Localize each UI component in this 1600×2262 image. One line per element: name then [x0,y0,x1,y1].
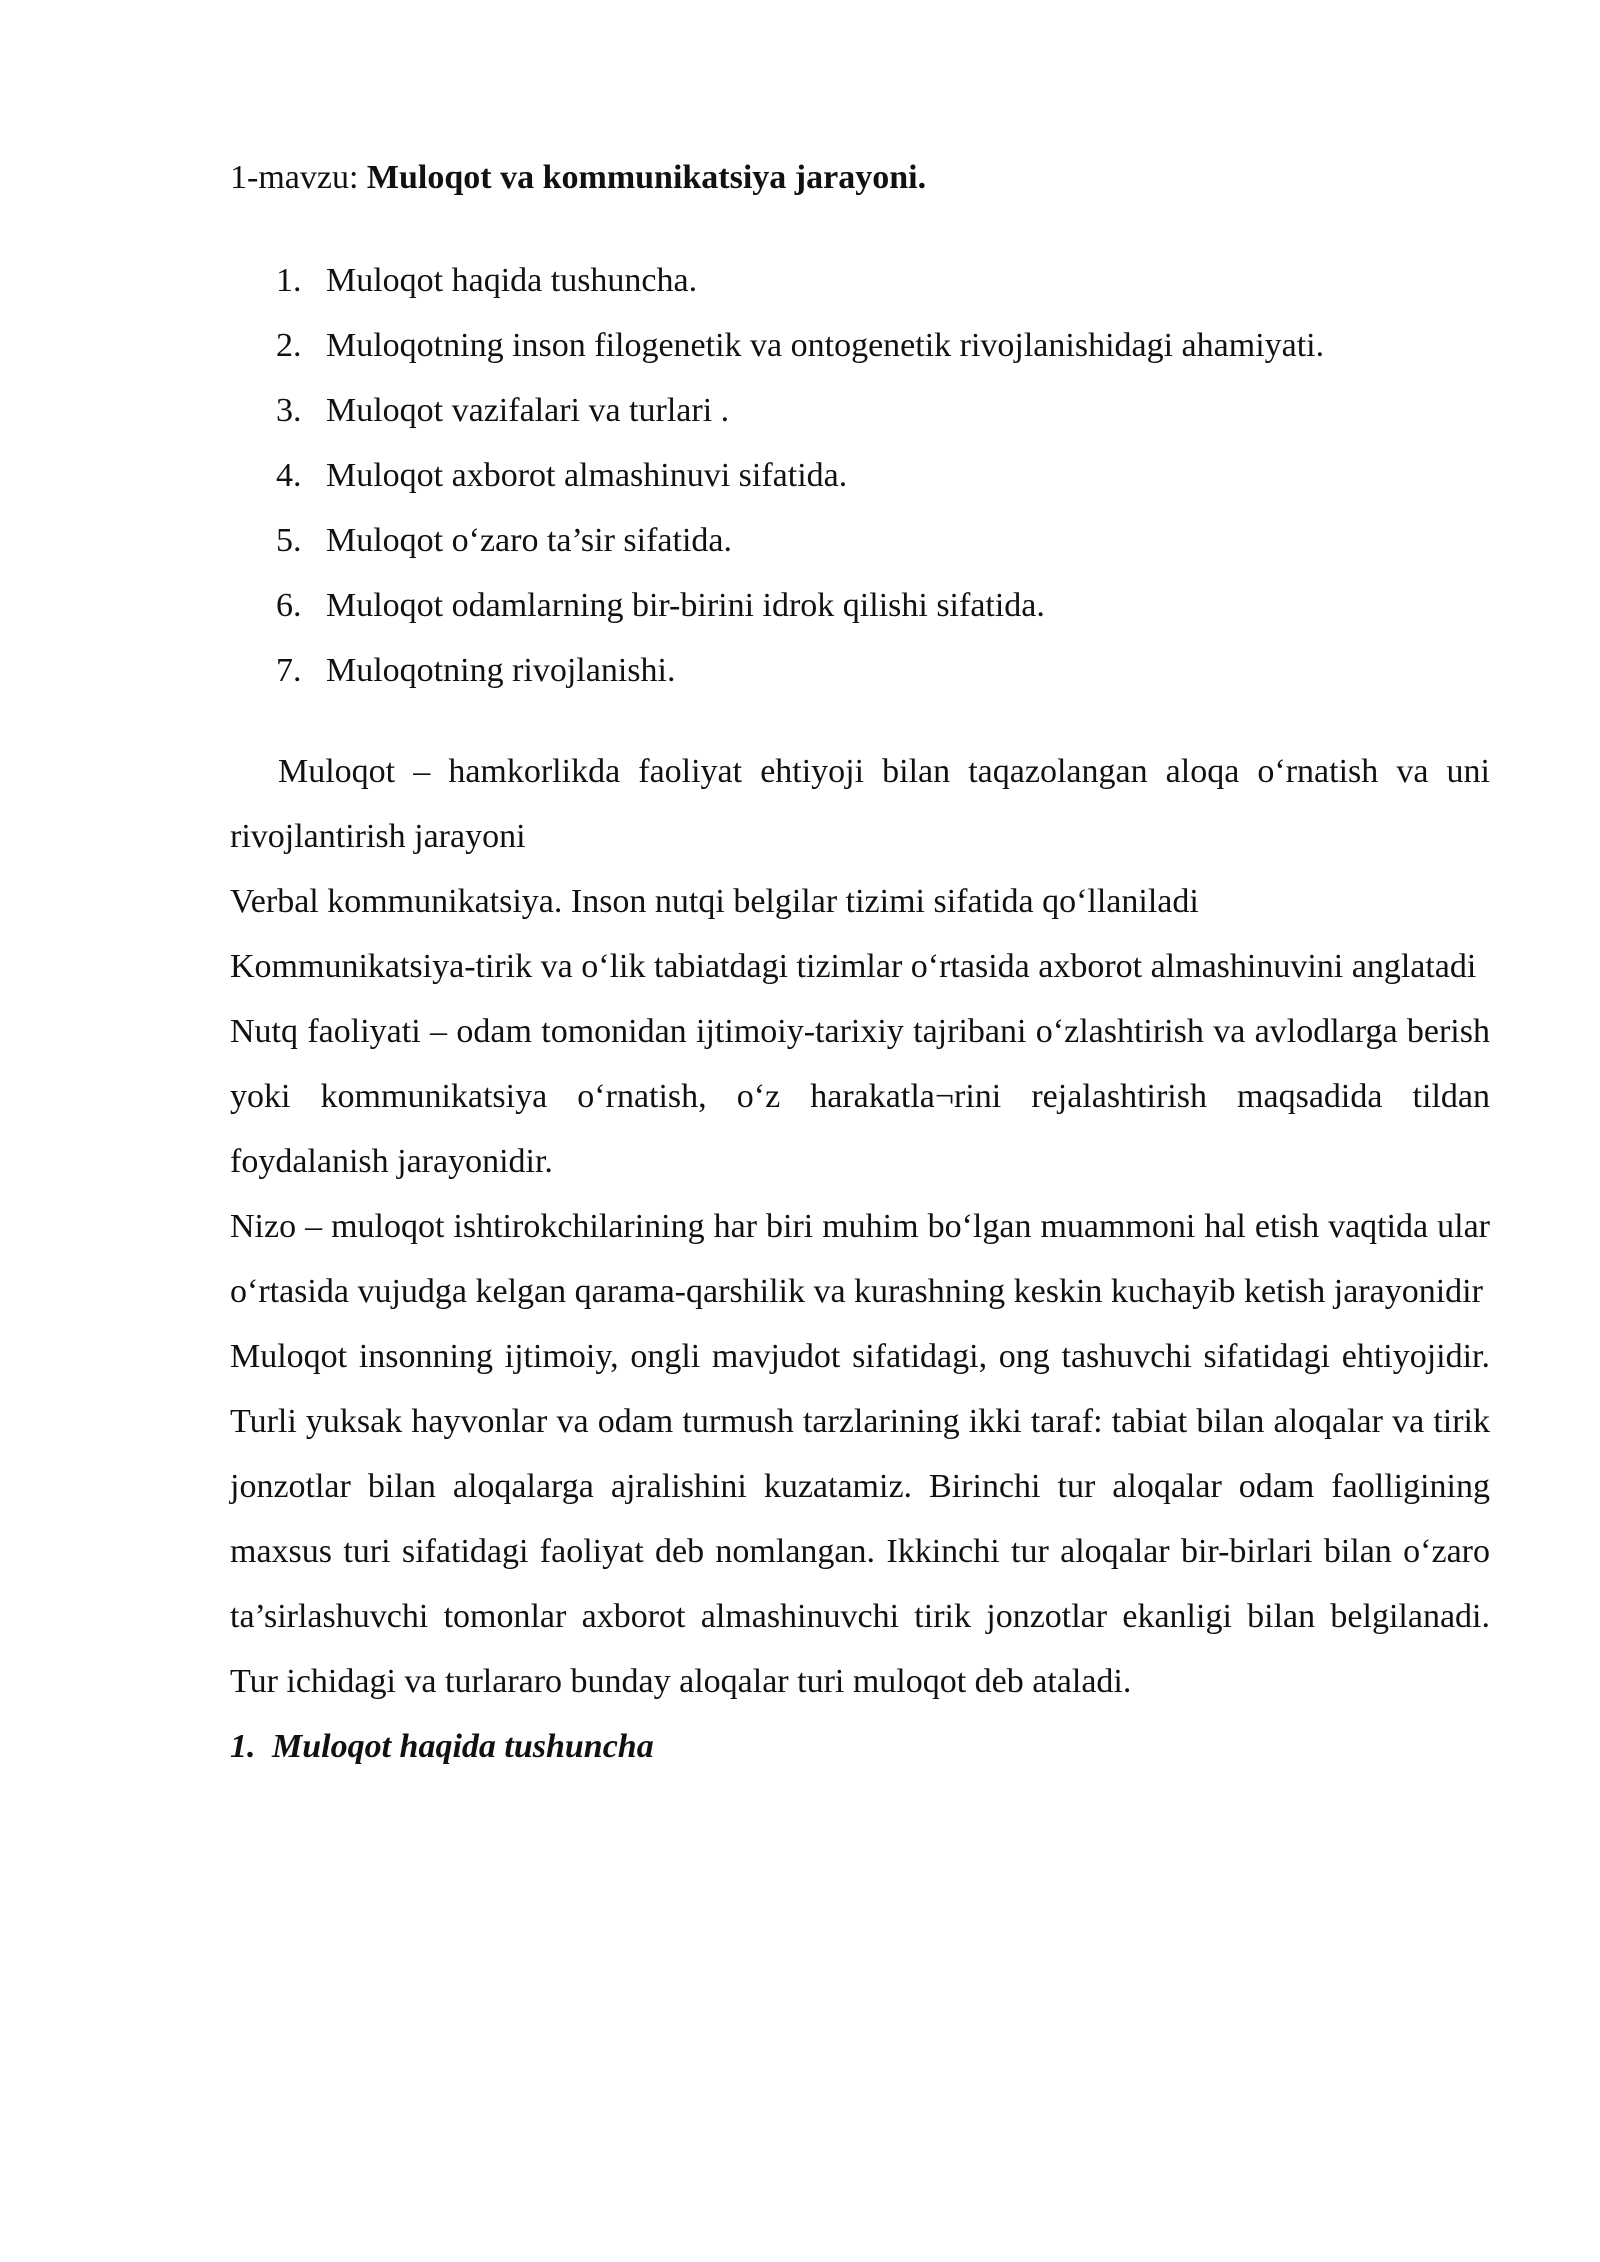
outline-item [230,378,1490,443]
outline-item-number: 2. [276,327,302,364]
paragraph-verbal-communication: Verbal kommunikatsiya. Inson nutqi belgilar tizimi sifatida qo‘llaniladi [230,883,1199,920]
section-heading-text: Muloqot haqida tushuncha [272,1728,654,1765]
outline-item-text: Muloqotning inson filogenetik va ontogenetik rivojlanishidagi ahamiyati. [326,327,1325,364]
outline-item-text: Muloqot haqida tushuncha. [326,262,698,299]
outline-item [230,248,1490,313]
paragraph-speech-activity: Nutq faoliyati – odam tomonidan ijtimoiy-tarixiy tajribani o‘zlashtirish va avlodlarga berish yoki kommunikatsiya o‘rnatish, o‘z harakatla¬rini rejalashtirish maqsadida tildan foydalanish jarayonidir. [230,1013,1490,1180]
page-content [230,148,1490,1779]
paragraph-muloqot-need: Muloqot insonning ijtimoiy, ongli mavjudot sifatidagi, ong tashuvchi sifatidagi ehtiyojidir. Turli yuksak hayvonlar va odam turmush tarzlarining ikki taraf: tabiat bilan aloqalar va tirik jonzotlar bilan aloqalarga ajralishini kuzatamiz. Birinchi tur aloqalar odam faolligining maxsus turi sifatidagi faoliyat deb nomlangan. Ikkinchi tur aloqalar bir-birlari bilan o‘zaro ta’sirlashuvchi tomonlar axborot almashinuvchi tirik jonzotlar ekanligi bilan belgilanadi. Tur ichidagi va turlararo bunday aloqalar turi muloqot deb ataladi. [230,1338,1490,1700]
topic-outline-list [230,248,1490,703]
outline-item [230,313,1490,378]
topic-title-line [230,148,1490,208]
outline-item-text: Muloqotning rivojlanishi. [326,652,676,689]
paragraph-conflict: Nizo – muloqot ishtirokchilarining har biri muhim bo‘lgan muammoni hal etish vaqtida ular o‘rtasida vujudga kelgan qarama-qarshilik va kurashning keskin kuchayib ketish jarayonidir [230,1208,1490,1310]
topic-title: Muloqot va kommunikatsiya jarayoni. [366,159,927,196]
paragraph-communication-definition: Kommunikatsiya-tirik va o‘lik tabiatdagi tizimlar o‘rtasida axborot almashinuvini anglatadi [230,948,1477,985]
body-text [230,739,1490,1779]
outline-item-text: Muloqot o‘zaro ta’sir sifatida. [326,522,733,559]
outline-item-number: 7. [276,652,302,689]
section-heading-number: 1. [230,1728,256,1765]
outline-item-number: 6. [276,587,302,624]
outline-item-text: Muloqot vazifalari va turlari . [326,392,730,429]
outline-item-text: Muloqot odamlarning bir-birini idrok qilishi sifatida. [326,587,1045,624]
outline-item [230,508,1490,573]
paragraph-muloqot-definition: Muloqot – hamkorlikda faoliyat ehtiyoji bilan taqazolangan aloqa o‘rnatish va uni rivojlantirish jarayoni [230,753,1490,855]
outline-item-number: 1. [276,262,302,299]
outline-item [230,573,1490,638]
topic-prefix: 1-mavzu: [230,159,367,196]
outline-item [230,443,1490,508]
outline-item [230,638,1490,703]
outline-item-number: 3. [276,392,302,429]
outline-item-number: 4. [276,457,302,494]
outline-item-text: Muloqot axborot almashinuvi sifatida. [326,457,848,494]
section-heading [230,1714,1490,1779]
outline-item-number: 5. [276,522,302,559]
